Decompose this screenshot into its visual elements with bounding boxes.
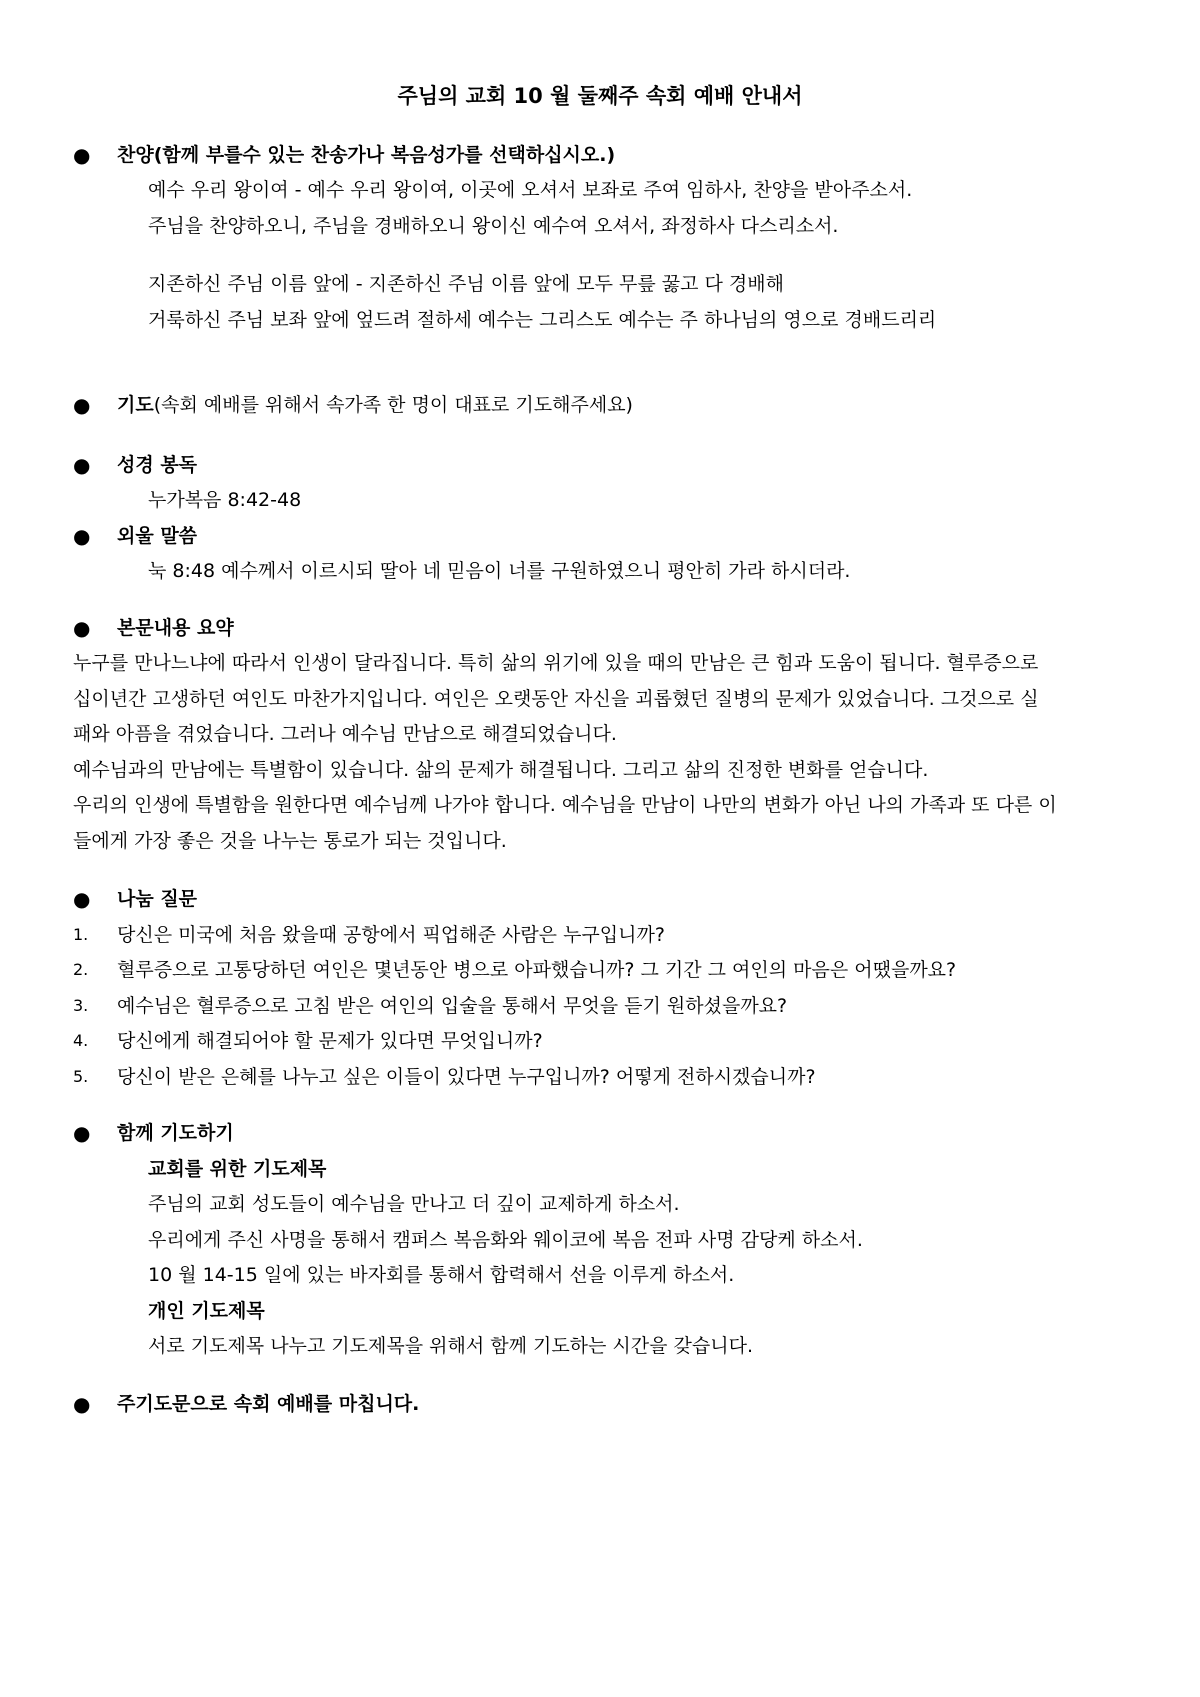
- prayer-heading: 기도: [117, 394, 154, 416]
- question-text: 당신에게 해결되어야 할 문제가 있다면 무엇입니까?: [117, 1030, 543, 1052]
- church-prayer-heading: 교회를 위한 기도제목: [148, 1158, 327, 1180]
- question-text: 당신이 받은 은혜를 나누고 싶은 이들이 있다면 누구입니까? 어떻게 전하시겠습니까?: [117, 1066, 816, 1088]
- praise-line: 예수 우리 왕이여 - 예수 우리 왕이여, 이곳에 오셔서 보좌로 주여 임하사, 찬양을 받아주소서.: [148, 179, 913, 201]
- bullet-icon: ●: [73, 887, 91, 911]
- summary-line: 패와 아픔을 겪었습니다. 그러나 예수님 만남으로 해결되었습니다.: [73, 723, 617, 745]
- question-number: 2.: [73, 960, 89, 979]
- question-text: 당신은 미국에 처음 왔을때 공항에서 픽업해준 사람은 누구입니까?: [117, 924, 665, 946]
- question-number: 1.: [73, 925, 89, 944]
- page-title: 주님의 교회 10 월 둘째주 속회 예배 안내서: [397, 84, 803, 108]
- bullet-icon: ●: [73, 1392, 91, 1416]
- memory-verse-text: 눅 8:48 예수께서 이르시되 딸아 네 믿음이 너를 구원하였으니 평안히 가라 하시더라.: [148, 560, 851, 582]
- scripture-heading: 성경 봉독: [117, 454, 198, 476]
- bullet-icon: ●: [73, 453, 91, 477]
- church-prayer-item: 10 월 14-15 일에 있는 바자회를 통해서 합력해서 선을 이루게 하소서.: [148, 1264, 735, 1286]
- summary-line: 예수님과의 만남에는 특별함이 있습니다. 삶의 문제가 해결됩니다. 그리고 삶의 진정한 변화를 얻습니다.: [73, 759, 929, 781]
- bullet-icon: ●: [73, 524, 91, 548]
- church-prayer-item: 주님의 교회 성도들이 예수님을 만나고 더 깊이 교제하게 하소서.: [148, 1193, 680, 1215]
- question-text: 혈루증으로 고통당하던 여인은 몇년동안 병으로 아파했습니까? 그 기간 그 여인의 마음은 어땠을까요?: [117, 959, 957, 981]
- bullet-icon: ●: [73, 393, 91, 417]
- summary-heading: 본문내용 요약: [117, 617, 234, 639]
- bullet-icon: ●: [73, 1121, 91, 1145]
- personal-prayer-text: 서로 기도제목 나누고 기도제목을 위해서 함께 기도하는 시간을 갖습니다.: [148, 1335, 753, 1357]
- closing-heading: 주기도문으로 속회 예배를 마칩니다.: [117, 1393, 420, 1415]
- summary-line: 우리의 인생에 특별함을 원한다면 예수님께 나가야 합니다. 예수님을 만남이 나만의 변화가 아닌 나의 가족과 또 다른 이: [73, 794, 1057, 816]
- summary-line: 십이년간 고생하던 여인도 마찬가지입니다. 여인은 오랫동안 자신을 괴롭혔던 질병의 문제가 있었습니다. 그것으로 실: [73, 688, 1039, 710]
- questions-heading: 나눔 질문: [117, 888, 198, 910]
- praise-heading: 찬양(함께 부를수 있는 찬송가나 복음성가를 선택하십시오.): [117, 144, 616, 166]
- praise-line: 거룩하신 주님 보좌 앞에 엎드려 절하세 예수는 그리스도 예수는 주 하나님의 영으로 경배드리리: [148, 309, 937, 331]
- memory-verse-heading: 외울 말씀: [117, 525, 198, 547]
- scripture-reference: 누가복음 8:42-48: [148, 489, 302, 511]
- summary-line: 들에게 가장 좋은 것을 나누는 통로가 되는 것입니다.: [73, 830, 507, 852]
- praise-line: 지존하신 주님 이름 앞에 - 지존하신 주님 이름 앞에 모두 무릎 꿇고 다 경배해: [148, 273, 784, 295]
- church-prayer-item: 우리에게 주신 사명을 통해서 캠퍼스 복음화와 웨이코에 복음 전파 사명 감당케 하소서.: [148, 1229, 863, 1251]
- question-number: 4.: [73, 1031, 89, 1050]
- question-number: 3.: [73, 996, 89, 1015]
- praise-line: 주님을 찬양하오니, 주님을 경배하오니 왕이신 예수여 오셔서, 좌정하사 다스리소서.: [148, 215, 839, 237]
- prayer-section: [117, 393, 633, 417]
- pray-together-heading: 함께 기도하기: [117, 1122, 234, 1144]
- prayer-note: (속회 예배를 위해서 속가족 한 명이 대표로 기도해주세요): [153, 394, 633, 416]
- bullet-icon: ●: [73, 143, 91, 167]
- question-number: 5.: [73, 1067, 89, 1086]
- summary-line: 누구를 만나느냐에 따라서 인생이 달라집니다. 특히 삶의 위기에 있을 때의 만남은 큰 힘과 도움이 됩니다. 혈루증으로: [73, 652, 1039, 674]
- personal-prayer-heading: 개인 기도제목: [148, 1300, 265, 1322]
- question-text: 예수님은 혈루증으로 고침 받은 여인의 입술을 통해서 무엇을 듣기 원하셨을까요?: [117, 995, 788, 1017]
- bullet-icon: ●: [73, 616, 91, 640]
